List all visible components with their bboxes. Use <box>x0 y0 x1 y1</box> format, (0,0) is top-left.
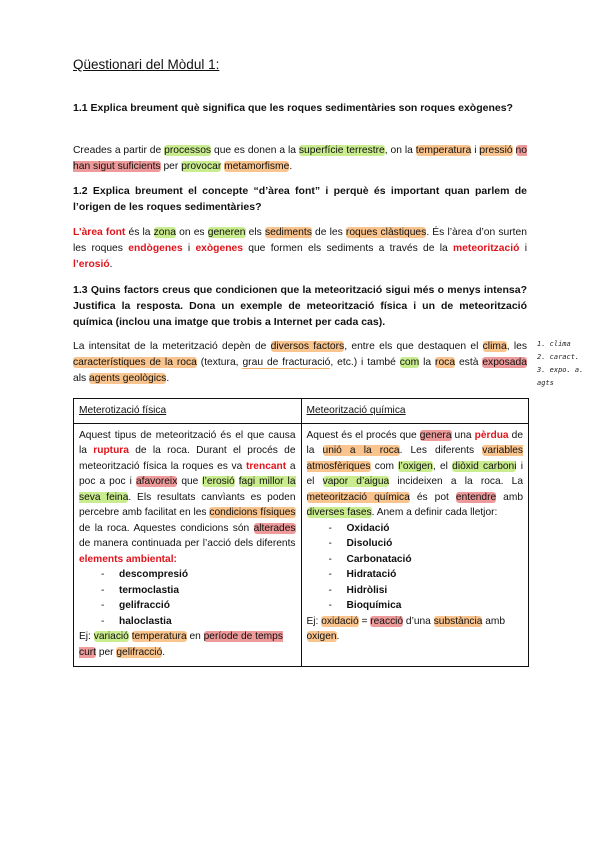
emphasis-text: pèrdua <box>474 429 509 441</box>
fisica-example <box>79 629 296 660</box>
text-run: = <box>358 615 371 627</box>
text-run: als <box>73 373 90 384</box>
question-1-2: 1.2 Explica breument el concepte “d’àrea font” i perquè és important quan parlem de l’origen de les roques sedimentàries? <box>73 185 527 213</box>
text-run: . <box>289 161 293 172</box>
quimica-description <box>307 428 524 521</box>
emphasis-text: exògenes <box>195 243 243 254</box>
text-run: . Anem a definir cada lletjor: <box>371 507 498 518</box>
text-run: . <box>166 373 170 384</box>
highlighted-text: generen <box>207 227 246 238</box>
highlighted-text: oxigen <box>306 631 337 642</box>
list-item: - Bioquímica <box>347 598 524 614</box>
margin-note: 1. clima <box>537 340 571 348</box>
highlighted-text: temperatura <box>131 631 187 642</box>
text-run: , etc.) i també <box>330 357 400 368</box>
text-run: per <box>160 161 182 172</box>
header-fisica: Meterotizació física <box>74 399 302 424</box>
text-run: com <box>370 460 399 472</box>
text-run: . <box>336 631 340 642</box>
text-run: amb <box>482 615 506 627</box>
text-run: Ej: <box>306 615 322 627</box>
highlighted-text: afavoreix <box>135 476 178 487</box>
list-item: - gelifracció <box>119 598 296 614</box>
quimica-list <box>307 521 524 614</box>
text-run: , entre els que destaquen el <box>344 341 483 352</box>
highlighted-text: diversos factors <box>270 341 345 352</box>
quimica-example <box>307 614 524 645</box>
text-run: per <box>95 646 117 658</box>
list-item: - Oxidació <box>347 521 524 537</box>
list-item: - haloclastia <box>119 614 296 630</box>
highlighted-text: unió a la roca <box>322 445 400 456</box>
list-item: - Hidròlisi <box>347 583 524 599</box>
underlined-text: grau de fracturació <box>242 357 331 368</box>
cell-fisica <box>74 423 302 667</box>
text-run: (textura, <box>196 357 243 368</box>
highlighted-text: genera <box>419 429 452 441</box>
text-run: i <box>182 243 196 254</box>
emphasis-text: elements ambiental: <box>79 553 177 565</box>
text-run: amb <box>496 491 523 503</box>
emphasis-text: trencant <box>245 460 287 472</box>
answer-1-1 <box>73 143 527 175</box>
highlighted-text: l’erosió <box>202 476 235 487</box>
highlighted-text: diòxid carboni <box>452 460 517 472</box>
highlighted-text: clima <box>482 341 507 352</box>
text-run: a poc a poc i <box>79 460 296 487</box>
comparison-table <box>73 398 529 667</box>
highlighted-text: temperatura <box>415 145 472 156</box>
text-run: de la roca. Durant el procés de meteorització física la roques es va <box>79 445 296 472</box>
list-item: - Carbonatació <box>347 552 524 568</box>
text-run: una <box>451 429 475 441</box>
text-run: . Les diferents <box>399 445 483 456</box>
fisica-list <box>79 567 296 629</box>
text-run: de la roca. Aquestes condicions són <box>79 522 254 534</box>
highlighted-text: processos <box>164 145 212 156</box>
highlighted-text: l’oxigen <box>398 460 433 472</box>
text-run: que formen els sediments a través de la <box>242 243 454 254</box>
question-1-3: 1.3 Quins factors creus que condicionen que la meteorització sigui més o menys intensa? Justifica la resposta. Dona un exemple de meteorització física i un de meteorització química (inclou una imatge que trobis a Internet per cada cas). <box>73 284 527 328</box>
text-run: els <box>245 227 265 238</box>
list-item: - Hidratació <box>347 567 524 583</box>
highlighted-text: gelifracció <box>116 646 163 658</box>
highlighted-text: exposada <box>482 357 527 368</box>
highlighted-text: característiques de la roca <box>73 357 197 368</box>
text-run: , les <box>506 341 527 352</box>
highlighted-text: provocar <box>181 161 222 172</box>
highlighted-text: alterades <box>253 522 296 534</box>
highlighted-text: com <box>399 357 420 368</box>
text-run: és la <box>125 227 154 238</box>
page-title: Qüestionari del Mòdul 1: <box>73 57 220 72</box>
table-header-row <box>74 399 529 424</box>
text-run: Aquest tipus de meteorització és el que causa la <box>79 429 296 456</box>
emphasis-text: L’àrea font <box>73 227 126 238</box>
text-run: que <box>177 476 203 487</box>
highlighted-text: roca <box>435 357 456 368</box>
list-item: - termoclastia <box>119 583 296 599</box>
text-run: . <box>109 259 113 270</box>
fisica-description <box>79 428 296 568</box>
highlighted-text: període de temps curt <box>79 631 283 658</box>
text-run: de manera continuada per l’acció dels diferents <box>79 538 296 549</box>
text-run: és pot <box>409 491 456 503</box>
cell-quimica <box>301 423 529 667</box>
highlighted-text: meteorització química <box>306 491 410 503</box>
highlighted-text: metamorfisme <box>224 161 290 172</box>
highlighted-text: substància <box>433 615 483 627</box>
text-run: Creades a partir de <box>73 145 165 156</box>
text-run: La intensitat de la meterització depèn de <box>73 341 271 352</box>
table-row <box>74 423 529 667</box>
highlighted-text: oxidació <box>321 615 359 627</box>
handwritten-margin-notes <box>537 338 600 390</box>
list-item: - descompresió <box>119 567 296 583</box>
highlighted-text: entendre <box>455 491 497 503</box>
highlighted-text: vapor d’aigua <box>322 476 390 487</box>
text-run: on es <box>175 227 208 238</box>
text-run: de la <box>306 429 523 456</box>
highlighted-text: reacció <box>370 615 404 627</box>
list-item: - Disolució <box>347 536 524 552</box>
answer-1-3 <box>73 339 527 387</box>
text-run: . Els resultats canvìants es poden percebre amb facilitat en les <box>79 491 296 518</box>
highlighted-text: condicions físiques <box>209 507 296 518</box>
emphasis-text: endògenes <box>128 243 183 254</box>
highlighted-text: sediments <box>264 227 312 238</box>
emphasis-text: l’erosió <box>73 259 110 270</box>
text-run: incideixen a la roca. La <box>389 476 523 487</box>
answer-1-2 <box>73 225 527 273</box>
highlighted-text: diverses fases <box>306 507 372 518</box>
text-run: i <box>519 243 527 254</box>
highlighted-text: pressió <box>479 145 513 156</box>
text-run: . És l’àrea d’on surten les roques <box>73 227 527 254</box>
highlighted-text: agents geològics <box>89 373 167 384</box>
text-run: Aquest és el procés que <box>306 429 420 441</box>
text-run: , el <box>432 460 453 472</box>
text-run: i el <box>306 460 523 487</box>
highlighted-text: zona <box>153 227 176 238</box>
question-1-1: 1.1 Explica breument què significa que les roques sedimentàries son roques exògenes? <box>73 102 513 114</box>
text-run: de les <box>311 227 346 238</box>
margin-note: 2. caract. <box>537 353 580 361</box>
text-run: en <box>186 631 204 642</box>
margin-note: 3. expo. a. agts <box>537 366 584 387</box>
highlighted-text: fagi millor la seva feina <box>79 476 296 503</box>
highlighted-text: roques clàstiques <box>345 227 427 238</box>
text-run: i <box>471 145 480 156</box>
text-run: està <box>455 357 483 368</box>
text-run: la <box>419 357 436 368</box>
text-run: Ej: <box>79 631 94 642</box>
highlighted-text: no han sigut suficients <box>73 145 527 172</box>
emphasis-text: ruptura <box>93 445 129 456</box>
text-run: , on la <box>384 145 416 156</box>
text-run: que es donen a la <box>211 145 299 156</box>
text-run: . <box>162 646 166 658</box>
text-run: d’una <box>403 615 434 627</box>
highlighted-text: variació <box>93 631 129 642</box>
highlighted-text: variables atmosfèriques <box>306 445 524 472</box>
emphasis-text: meteorització <box>453 243 520 254</box>
header-quimica: Meteorització química <box>301 399 529 424</box>
highlighted-text: superfície terrestre <box>298 145 385 156</box>
